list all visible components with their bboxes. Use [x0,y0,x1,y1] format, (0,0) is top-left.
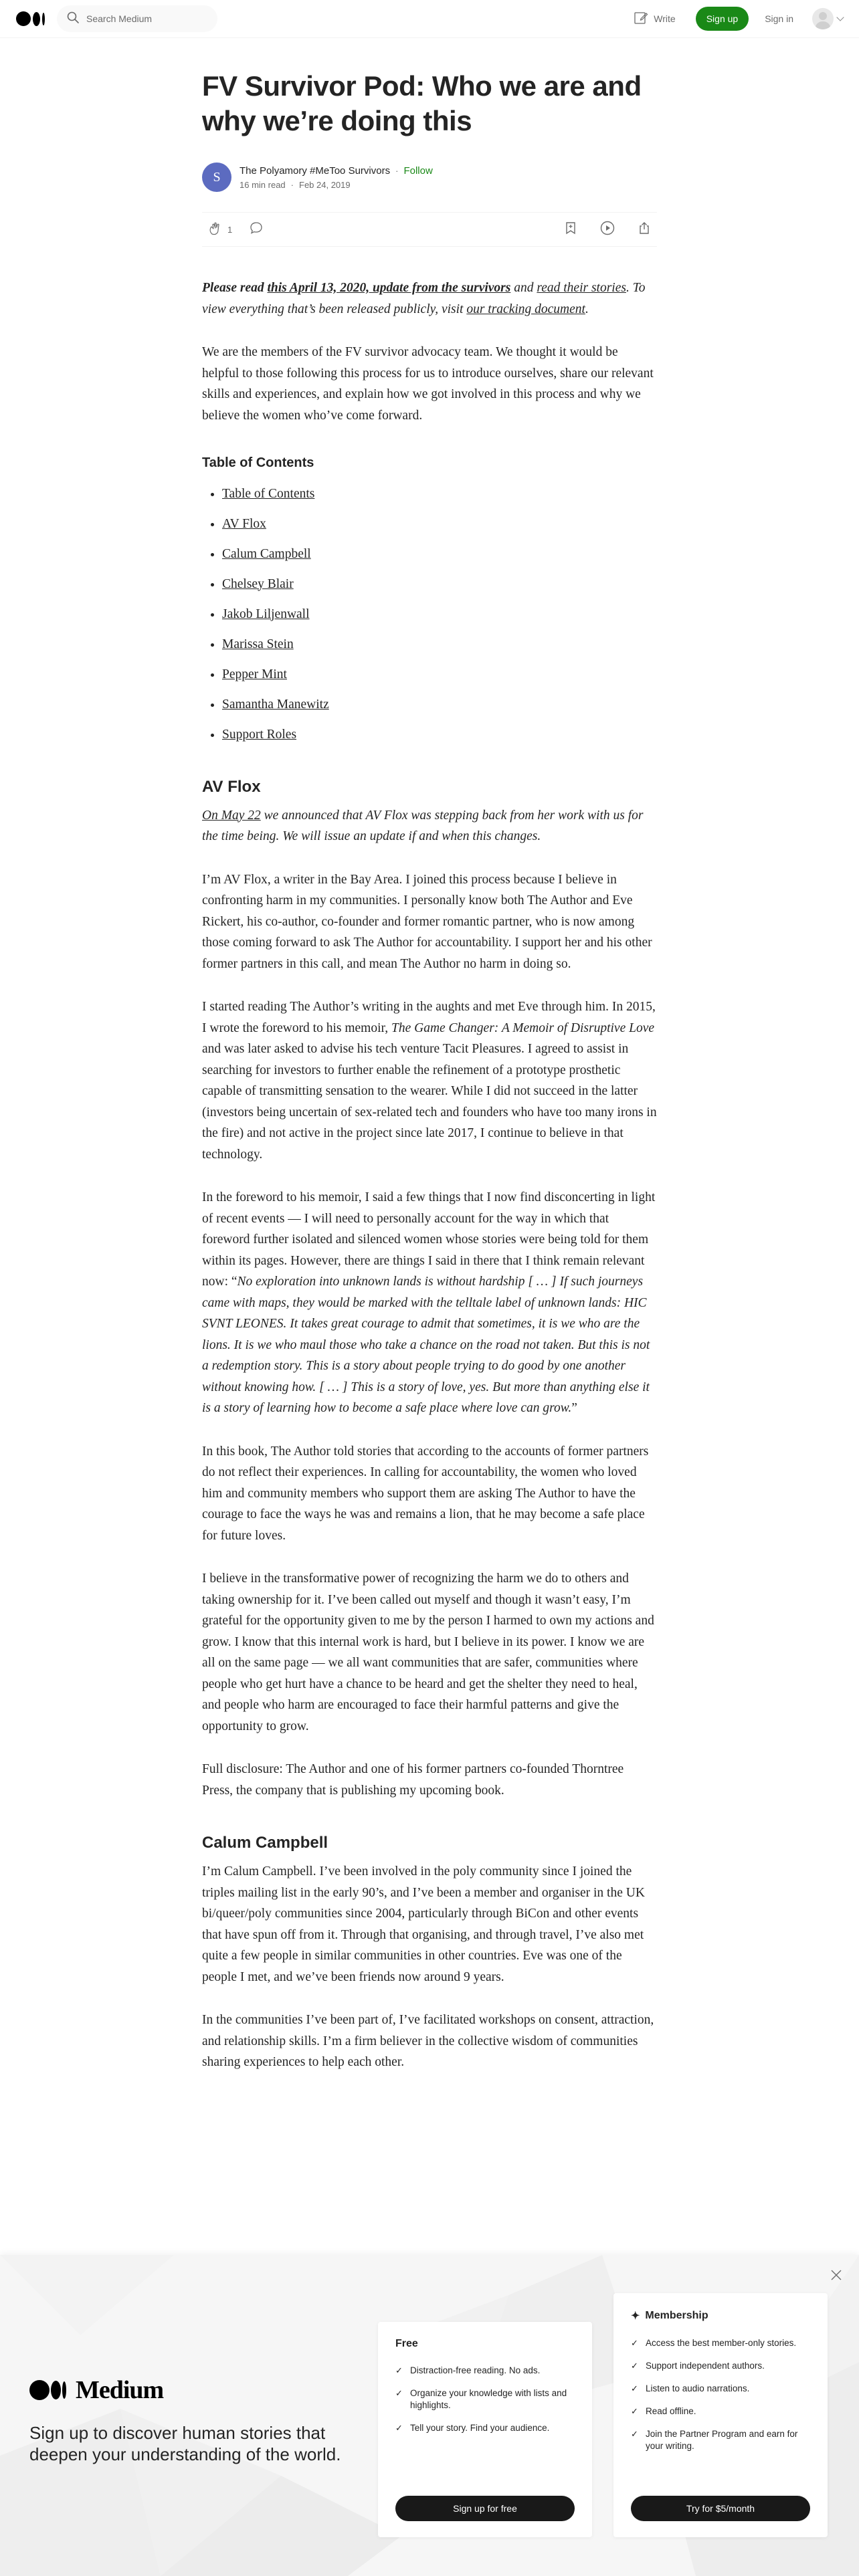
check-icon: ✓ [631,2338,638,2348]
toc-link[interactable]: Jakob Liljenwall [222,607,310,621]
signup-overlay [0,2255,859,2576]
check-icon: ✓ [631,2383,638,2393]
paragraph: Full disclosure: The Author and one of his former partners co-founded Thorntree Press, the company that is publishing my upcoming book. [202,1762,624,1798]
toc-item [222,484,657,504]
status-note [202,805,657,847]
medium-logo[interactable] [16,11,45,26]
plan-feature-text: Distraction-free reading. No ads. [410,2365,541,2375]
free-plan-title: Free [395,2338,418,2349]
check-icon: ✓ [631,2429,638,2439]
article-action-bar [202,212,657,247]
toc-link[interactable]: Chelsey Blair [222,576,294,591]
update-note-text: . To view everything that’s been released publicly, visit [202,281,646,316]
plan-feature-text: Listen to audio narrations. [646,2383,750,2393]
status-note-text: we announced that AV Flox was stepping back from her work with us for the time being. We will issue an update if and when this changes. [202,808,644,843]
author-name[interactable]: The Polyamory #MeToo Survivors [240,165,391,177]
toc-item [222,634,657,655]
chevron-down-icon[interactable] [836,13,844,21]
toc-link[interactable]: Support Roles [222,727,297,742]
stories-link[interactable]: read their stories [537,281,626,295]
overlay-logo [29,2375,163,2405]
plan-feature [631,2360,810,2372]
plan-feature-text: Organize your knowledge with lists and highlights. [410,2388,567,2410]
paragraph-text: In the foreword to his memoir, I said a few things that I now find disconcerting in light of recent events — I will need to personally account for the way in which that foreword further isolated and silenced women whose stories were being told for them within its pages. However, there are things I said in there that I think remain relevant now: “ [202,1190,656,1289]
separator-dot: · [290,179,294,190]
toc-link[interactable]: Pepper Mint [222,667,287,681]
plan-feature-text: Access the best member-only stories. [646,2338,797,2348]
check-icon: ✓ [631,2406,638,2416]
toc-heading: Table of Contents [202,455,314,470]
plan-feature [631,2383,810,2395]
signup-free-button[interactable]: Sign up for free [395,2496,575,2521]
paragraph: I believe in the transformative power of recognizing the harm we do to others and taking ownership for it. I’ve been called out myself and though it wasn’t easy, I’m grateful for the opportunity given to me by the person I harmed to own my actions and grow. I know that this internal work is hard, but I believe in its power. I know we are all on the same page — we all want communities that are safer, communities where people who get hurt have a chance to be heard and get the shelter they need to heal, and people who harm are encouraged to face their harmful patterns and give the opportunity to grow. [202,1572,654,1733]
lead-paragraph: We are the members of the FV survivor advocacy team. We thought it would be helpful to those following this process for us to introduce ourselves, share our relevant skills and experiences, and explain how we got involved in this process and why we believe the women who’ve come forward. [202,345,654,423]
update-note-text: . [585,302,589,316]
paragraph [202,1187,657,1419]
plan-feature [631,2428,810,2452]
toc-link[interactable]: Samantha Manewitz [222,697,329,712]
try-membership-button[interactable]: Try for $5/month [631,2496,810,2521]
clap-button[interactable] [207,221,232,239]
free-plan-card [378,2322,592,2537]
plan-feature [395,2365,575,2377]
separator-dot: · [395,165,399,176]
update-note-prefix: Please read [202,281,268,295]
tracking-document-link[interactable]: our tracking document [466,302,585,316]
plan-feature [631,2405,810,2418]
signup-button[interactable]: Sign up [696,7,749,31]
publish-date: Feb 24, 2019 [299,179,351,190]
toc-link[interactable]: AV Flox [222,516,266,531]
check-icon: ✓ [631,2361,638,2371]
author-row [202,163,657,192]
membership-plan-card [613,2293,828,2537]
follow-button[interactable]: Follow [403,165,433,177]
search-input[interactable] [86,13,200,24]
toc-item [222,604,657,625]
memoir-quote: No exploration into unknown lands is without hardship [ … ] If such journeys came with maps, they would be marked with the telltale label of unknown lands: HIC SVNT LEONES. It takes great courage to admit that sometimes, it is we who are the lions. It is we who maul those who take a chance on the road not taken. But this is not a redemption story. This is a story about people trying to do good by one another without knowing how. [ … ] This is a story of love, yes. But more than anything else it is a story of learning how to become a safe place where love can grow. [202,1275,650,1415]
plan-feature-text: Read offline. [646,2406,696,2416]
may-22-link[interactable]: On May 22 [202,808,261,823]
toc-item [222,664,657,685]
toc-item [222,544,657,564]
clap-icon [207,221,223,239]
top-navbar [0,0,859,38]
comment-icon [248,227,264,239]
search-icon [66,11,80,27]
paragraph: In the communities I’ve been part of, I’ve facilitated workshops on consent, attraction, and relationship skills. I’m a firm believer in the collective wisdom of communities sharing experiences to help each other. [202,2013,654,2069]
plan-feature-text: Support independent authors. [646,2361,765,2371]
plan-feature-text: Tell your story. Find your audience. [410,2423,550,2433]
check-icon: ✓ [395,2423,403,2433]
overlay-brand: Medium [76,2376,164,2404]
section-heading-calum-campbell: Calum Campbell [202,1834,328,1852]
section-heading-av-flox: AV Flox [202,777,261,796]
membership-plan-title: Membership [645,2310,708,2321]
plan-feature [395,2387,575,2411]
paragraph-text: and was later asked to advise his tech venture Tacit Pleasures. I agreed to assist in searching for investors to further enable the refinement of a prototype prosthetic capable of transmitting sensation to the wearer. While I did not succeed in the latter (investors being uncertain of sex-related tech and founders who have too many irons in the fire) and not active in the project since late 2017, I continue to believe in that technology. [202,1042,657,1162]
paragraph-text: I started reading The Author’s writing in the aughts and met Eve through him. In 2015, I wrote the foreword to his memoir, [202,1000,656,1035]
write-button[interactable] [634,11,675,27]
medium-logo-mark [29,2380,66,2400]
table-of-contents [202,484,657,745]
sparkle-icon: ✦ [631,2311,640,2322]
signin-link[interactable]: Sign in [765,13,793,24]
write-icon [634,11,648,27]
update-link[interactable]: this April 13, 2020, update from the survivors [267,281,511,295]
read-time: 16 min read [240,179,286,190]
close-icon[interactable] [828,2267,844,2283]
update-note-text: and [510,281,537,295]
paragraph-text: ” [571,1401,577,1415]
paragraph [202,996,657,1165]
bookmark-icon[interactable] [563,221,578,239]
toc-item [222,694,657,715]
check-icon: ✓ [395,2365,403,2375]
toc-link[interactable]: Table of Contents [222,486,315,501]
search-bar[interactable] [57,5,217,32]
toc-item [222,514,657,534]
toc-link[interactable]: Marissa Stein [222,637,294,651]
plan-feature [395,2422,575,2434]
article [202,69,657,2073]
play-icon[interactable] [599,220,615,239]
paragraph: I’m Calum Campbell. I’ve been involved in the poly community since I joined the triples mailing list in the early 90’s, and I’ve been a member and organiser in the UK bi/queer/poly communities since 2004, particularly through BiCon and other events that have spun off from it. Through that organising, and through travel, I’ve also met quite a few people in similar communities in other countries. Eve was one of the people I met, and we’ve been friends now around 9 years. [202,1864,645,1984]
toc-item [222,724,657,745]
overlay-tagline: Sign up to discover human stories that deepen your understanding of the world. [29,2423,341,2464]
update-note [202,278,657,320]
toc-link[interactable]: Calum Campbell [222,546,311,561]
share-icon[interactable] [637,221,652,239]
paragraph: I’m AV Flox, a writer in the Bay Area. I joined this process because I believe in confronting harm in my communities. I personally know both The Author and Eve Rickert, his co-author, co-founder and former romantic partner, who is now among those coming forward to ask The Author for accountability. I support her and his other former partners in this call, and mean The Author no harm in doing so. [202,872,652,971]
toc-item [222,574,657,595]
user-avatar[interactable] [812,8,834,29]
article-body [202,278,657,2073]
plan-feature-text: Join the Partner Program and earn for your writing. [646,2429,798,2451]
article-title: FV Survivor Pod: Who we are and why we’re doing this [202,70,642,136]
write-label: Write [654,13,676,24]
check-icon: ✓ [395,2388,403,2398]
author-avatar[interactable]: S [202,163,231,192]
book-title: The Game Changer: A Memoir of Disruptive Love [391,1021,655,1035]
plan-feature [631,2337,810,2349]
responses-button[interactable] [248,220,264,239]
clap-count: 1 [227,224,233,235]
paragraph: In this book, The Author told stories that according to the accounts of former partners do not reflect their experiences. In calling for accountability, the women who loved him and community members who support them are asking The Author to have the courage to face the ways he was and remains a lion, that he may become a safe place for future loves. [202,1444,649,1543]
